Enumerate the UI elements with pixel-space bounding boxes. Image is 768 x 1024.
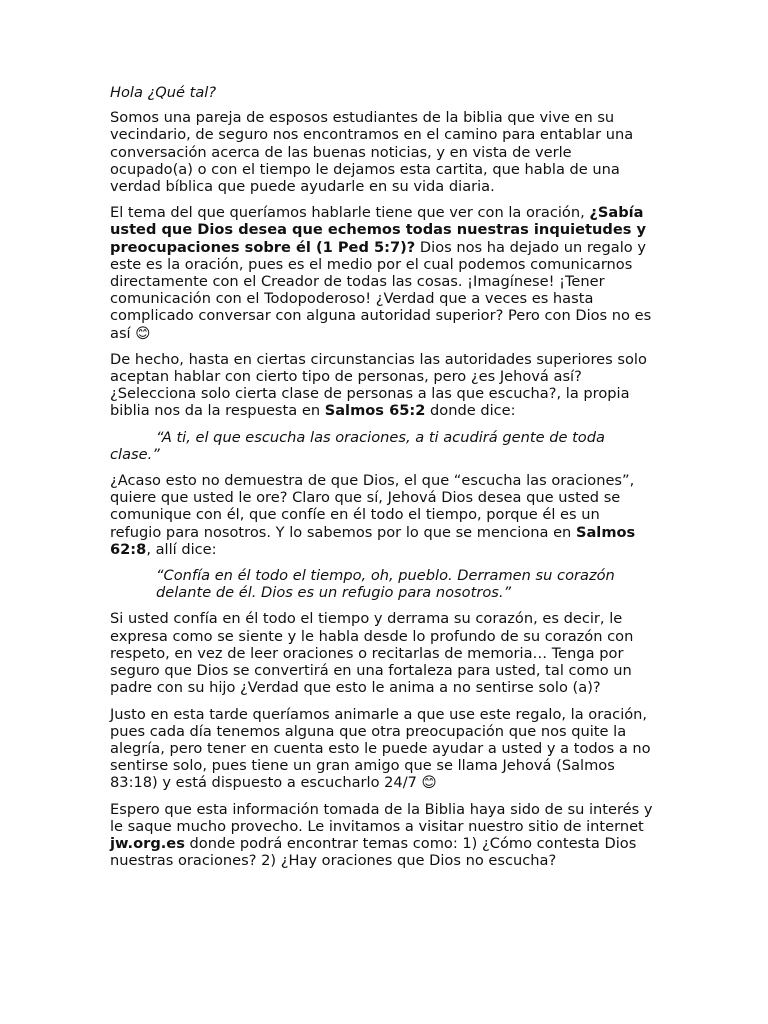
- paragraph-trust-text-b: , allí dice:: [146, 540, 217, 558]
- paragraph-authorities-text-a: De hecho, hasta en ciertas circunstancias las autoridades superiores solo aceptan hablar con cierto tipo de personas, pero ¿es Jehová así? ¿Selecciona solo cierta clase de personas a las que escucha?, la propia biblia nos da la respuesta en: [110, 350, 647, 420]
- scripture-ref-psalm-65-2: Salmos 65:2: [324, 402, 426, 420]
- paragraph-closing-text-b: donde podrá encontrar temas como: 1) ¿Cómo contesta Dios nuestras oraciones? 2) ¿Hay oraciones que Dios no escucha?: [110, 834, 637, 870]
- paragraph-closing-text-a: Espero que esta información tomada de la Biblia haya sido de su interés y le saque mucho provecho. Le invitamos a visitar nuestro sitio de internet: [110, 800, 653, 835]
- paragraph-heart: Si usted confía en él todo el tiempo y derrama su corazón, es decir, le expresa como se siente y le habla desde lo profundo de su corazón con respeto, en vez de leer oraciones o recitarlas de memoria… Tenga por seguro que Dios se convertirá en una fortaleza para usted, tal como un padre con su hijo ¿Verdad que esto le anima a no sentirse solo (a)?: [110, 610, 634, 697]
- paragraph-closing: [110, 801, 654, 870]
- paragraph-prayer-topic-text-b: Dios nos ha dejado un regalo y este es la oración, pues es el medio por el cual podemos comunicarnos directamente con el Creador de todas las cosas. ¡Imagínese! ¡Tener comunicación con el Todopoderoso! ¿Verdad que a veces es hasta complicado conversar con alguna autoridad superior? Pero con Dios no es así 😊: [110, 238, 652, 342]
- paragraph-authorities-text-b: donde dice:: [425, 402, 516, 420]
- paragraph-trust-text-a: ¿Acaso esto no demuestra de que Dios, el que “escucha las oraciones”, quiere que usted le ore? Claro que sí, Jehová Dios desea que usted se comunique con él, que confíe en él todo el tiempo, porque él es un refugio para nosotros. Y lo sabemos por lo que se menciona en: [110, 472, 635, 541]
- quote-psalm-65-2: “A ti, el que escucha las oraciones, a ti acudirá gente de toda clase.”: [110, 428, 605, 463]
- paragraph-prayer-topic: [110, 204, 654, 342]
- greeting: Hola ¿Qué tal?: [110, 84, 217, 101]
- paragraph-prayer-topic-text-a: El tema del que queríamos hablarle tiene que ver con la oración,: [110, 204, 590, 222]
- question-bold: ¿Sabía usted que Dios desea que echemos todas nuestras inquietudes y preocupaciones sobre él (1 Ped 5:7)?: [110, 204, 647, 256]
- paragraph-authorities: [110, 351, 654, 420]
- scripture-ref-psalm-62-8: Salmos 62:8: [110, 523, 636, 558]
- quote-psalm-62-8: “Confía en él todo el tiempo, oh, pueblo. Derramen su corazón delante de él. Dios es un refugio para nosotros.”: [156, 567, 615, 602]
- website-link: jw.org.es: [110, 834, 185, 852]
- letter-body: [110, 84, 654, 878]
- paragraph-trust: [110, 472, 654, 558]
- paragraph-intro: Somos una pareja de esposos estudiantes de la biblia que vive en su vecindario, de seguro nos encontramos en el camino para entablar una conversación acerca de las buenas noticias, y en vista de verle ocupado(a) o con el tiempo le dejamos esta cartita, que habla de una verdad bíblica que puede ayudarle en su vida diaria.: [110, 109, 634, 196]
- paragraph-encourage: Justo en esta tarde queríamos animarle a que use este regalo, la oración, pues cada día tenemos alguna que otra preocupación que nos quite la alegría, pero tener en cuenta esto le puede ayudar a usted y a todos a no sentirse solo, pues tiene un gran amigo que se llama Jehová (Salmos 83:18) y está dispuesto a escucharlo 24/7 😊: [110, 705, 651, 792]
